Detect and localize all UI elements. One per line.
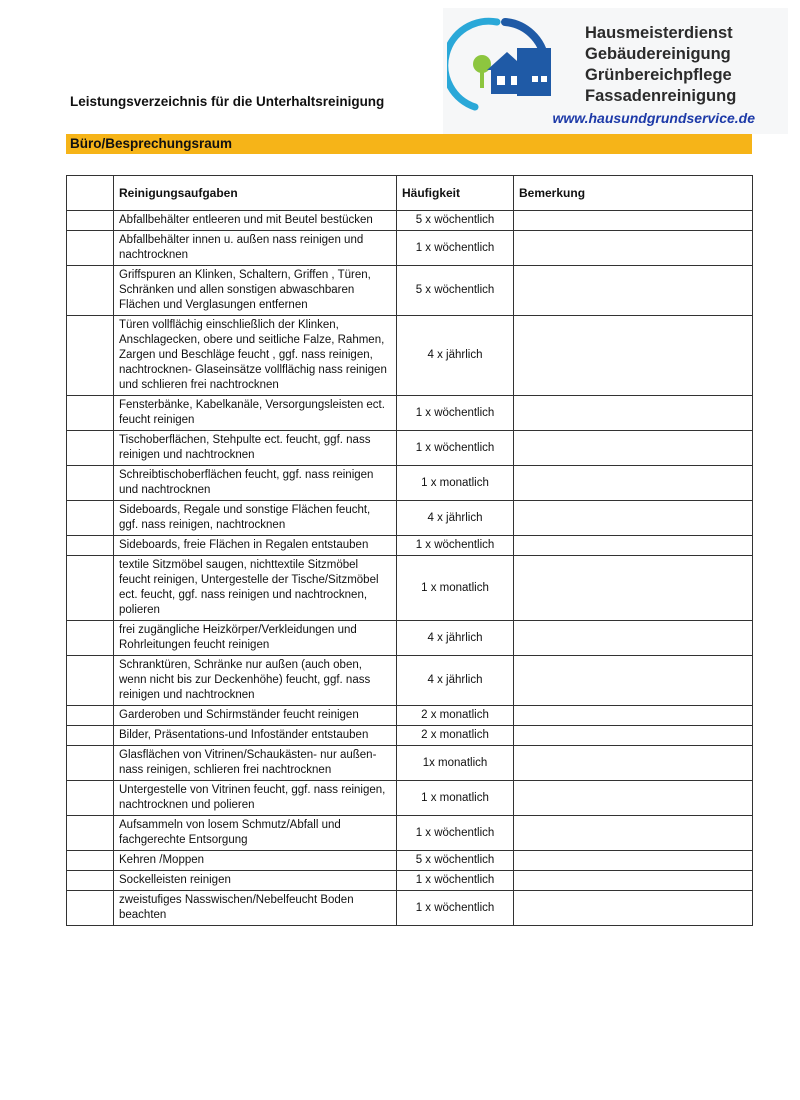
frequency-cell: 2 x monatlich — [397, 726, 514, 746]
task-cell: frei zugängliche Heizkörper/Verkleidungen und Rohrleitungen feucht reinigen — [114, 621, 397, 656]
task-cell: Griffspuren an Klinken, Schaltern, Griffen , Türen, Schränken und allen sonstigen abwaschbaren Flächen und Verglasungen entfernen — [114, 266, 397, 316]
frequency-cell: 4 x jährlich — [397, 501, 514, 536]
remark-cell — [514, 396, 753, 431]
frequency-cell: 1 x wöchentlich — [397, 871, 514, 891]
row-blank-cell — [67, 781, 114, 816]
table-row — [67, 656, 753, 706]
task-cell: zweistufiges Nasswischen/Nebelfeucht Boden beachten — [114, 891, 397, 926]
row-blank-cell — [67, 891, 114, 926]
task-cell: Untergestelle von Vitrinen feucht, ggf. nass reinigen, nachtrocknen und polieren — [114, 781, 397, 816]
table-header-row — [67, 176, 753, 211]
company-line: Fassadenreinigung — [585, 87, 737, 105]
task-cell: Schranktüren, Schränke nur außen (auch oben, wenn nicht bis zur Deckenhöhe) feucht, ggf. nass reinigen und nachtrocknen — [114, 656, 397, 706]
task-cell: Sideboards, freie Flächen in Regalen entstauben — [114, 536, 397, 556]
frequency-cell: 4 x jährlich — [397, 656, 514, 706]
document-title: Leistungsverzeichnis für die Unterhaltsreinigung — [70, 94, 385, 109]
table-row — [67, 706, 753, 726]
task-cell: Glasflächen von Vitrinen/Schaukästen- nur außen-nass reinigen, schlieren frei nachtrocknen — [114, 746, 397, 781]
remark-cell — [514, 501, 753, 536]
scan-blank-area — [600, 1022, 800, 1100]
column-header-tasks: Reinigungsaufgaben — [114, 176, 397, 211]
table-row — [67, 816, 753, 851]
table-row — [67, 621, 753, 656]
row-blank-cell — [67, 231, 114, 266]
cleaning-tasks-table — [66, 175, 753, 926]
task-cell: Garderoben und Schirmständer feucht reinigen — [114, 706, 397, 726]
company-line: Hausmeisterdienst — [585, 24, 733, 42]
remark-cell — [514, 656, 753, 706]
remark-cell — [514, 621, 753, 656]
task-cell: Bilder, Präsentations-und Infoständer entstauben — [114, 726, 397, 746]
task-cell: Tischoberflächen, Stehpulte ect. feucht, ggf. nass reinigen und nachtrocknen — [114, 431, 397, 466]
row-blank-cell — [67, 466, 114, 501]
remark-cell — [514, 816, 753, 851]
section-title: Büro/Besprechungsraum — [70, 136, 233, 151]
company-line: Gebäudereinigung — [585, 45, 731, 63]
remark-cell — [514, 466, 753, 501]
frequency-cell: 1 x monatlich — [397, 556, 514, 621]
frequency-cell: 4 x jährlich — [397, 316, 514, 396]
row-blank-cell — [67, 851, 114, 871]
row-blank-cell — [67, 396, 114, 431]
table-row — [67, 431, 753, 466]
task-cell: Abfallbehälter entleeren und mit Beutel bestücken — [114, 211, 397, 231]
task-cell: Türen vollflächig einschließlich der Klinken, Anschlagecken, obere und seitliche Falze, Rahmen, Zargen und Beschläge feucht , ggf. nass reinigen, nachtrocknen- Glaseinsätze vollflächig nass reinigen und schlieren frei nachtrocknen — [114, 316, 397, 396]
task-cell: Schreibtischoberflächen feucht, ggf. nass reinigen und nachtrocknen — [114, 466, 397, 501]
table-row — [67, 781, 753, 816]
row-blank-cell — [67, 556, 114, 621]
row-blank-cell — [67, 621, 114, 656]
row-blank-cell — [67, 656, 114, 706]
table-row — [67, 396, 753, 431]
table-row — [67, 536, 753, 556]
company-line: Grünbereichpflege — [585, 66, 732, 84]
frequency-cell: 1 x monatlich — [397, 781, 514, 816]
frequency-cell: 1 x wöchentlich — [397, 816, 514, 851]
company-services — [585, 23, 785, 107]
table-row — [67, 726, 753, 746]
company-url: www.hausundgrundservice.de — [552, 110, 755, 126]
frequency-cell: 1 x monatlich — [397, 466, 514, 501]
table-row — [67, 851, 753, 871]
row-blank-cell — [67, 211, 114, 231]
remark-cell — [514, 211, 753, 231]
remark-cell — [514, 851, 753, 871]
row-blank-cell — [67, 536, 114, 556]
frequency-cell: 1 x wöchentlich — [397, 891, 514, 926]
column-header-frequency: Häufigkeit — [397, 176, 514, 211]
column-header-blank — [67, 176, 114, 211]
task-cell: Abfallbehälter innen u. außen nass reinigen und nachtrocknen — [114, 231, 397, 266]
company-logo-block — [443, 8, 788, 134]
frequency-cell: 5 x wöchentlich — [397, 851, 514, 871]
table-row — [67, 211, 753, 231]
table-row — [67, 556, 753, 621]
remark-cell — [514, 316, 753, 396]
table-row — [67, 871, 753, 891]
remark-cell — [514, 266, 753, 316]
frequency-cell: 1 x wöchentlich — [397, 431, 514, 466]
row-blank-cell — [67, 726, 114, 746]
remark-cell — [514, 231, 753, 266]
table-row — [67, 266, 753, 316]
frequency-cell: 2 x monatlich — [397, 706, 514, 726]
row-blank-cell — [67, 316, 114, 396]
task-cell: Sideboards, Regale und sonstige Flächen feucht, ggf. nass reinigen, nachtrocknen — [114, 501, 397, 536]
section-header-bar — [66, 134, 752, 154]
task-cell: Sockelleisten reinigen — [114, 871, 397, 891]
table-row — [67, 746, 753, 781]
table-row — [67, 501, 753, 536]
frequency-cell: 4 x jährlich — [397, 621, 514, 656]
row-blank-cell — [67, 501, 114, 536]
frequency-cell: 1 x wöchentlich — [397, 396, 514, 431]
row-blank-cell — [67, 706, 114, 726]
table-row — [67, 231, 753, 266]
remark-cell — [514, 431, 753, 466]
table-row — [67, 891, 753, 926]
row-blank-cell — [67, 266, 114, 316]
task-cell: Aufsammeln von losem Schmutz/Abfall und fachgerechte Entsorgung — [114, 816, 397, 851]
remark-cell — [514, 891, 753, 926]
task-cell: Kehren /Moppen — [114, 851, 397, 871]
row-blank-cell — [67, 431, 114, 466]
remark-cell — [514, 871, 753, 891]
row-blank-cell — [67, 816, 114, 851]
frequency-cell: 1 x wöchentlich — [397, 536, 514, 556]
task-cell: textile Sitzmöbel saugen, nichttextile Sitzmöbel feucht reinigen, Untergestelle der Tische/Sitzmöbel ect. feucht, ggf. nass reinigen und nachtrocknen, polieren — [114, 556, 397, 621]
task-cell: Fensterbänke, Kabelkanäle, Versorgungsleisten ect. feucht reinigen — [114, 396, 397, 431]
row-blank-cell — [67, 746, 114, 781]
frequency-cell: 1 x wöchentlich — [397, 231, 514, 266]
remark-cell — [514, 781, 753, 816]
row-blank-cell — [67, 871, 114, 891]
remark-cell — [514, 556, 753, 621]
frequency-cell: 1x monatlich — [397, 746, 514, 781]
table-row — [67, 466, 753, 501]
frequency-cell: 5 x wöchentlich — [397, 266, 514, 316]
table-row — [67, 316, 753, 396]
frequency-cell: 5 x wöchentlich — [397, 211, 514, 231]
house-logo-icon — [447, 12, 557, 127]
remark-cell — [514, 726, 753, 746]
remark-cell — [514, 706, 753, 726]
remark-cell — [514, 746, 753, 781]
remark-cell — [514, 536, 753, 556]
column-header-remarks: Bemerkung — [514, 176, 753, 211]
